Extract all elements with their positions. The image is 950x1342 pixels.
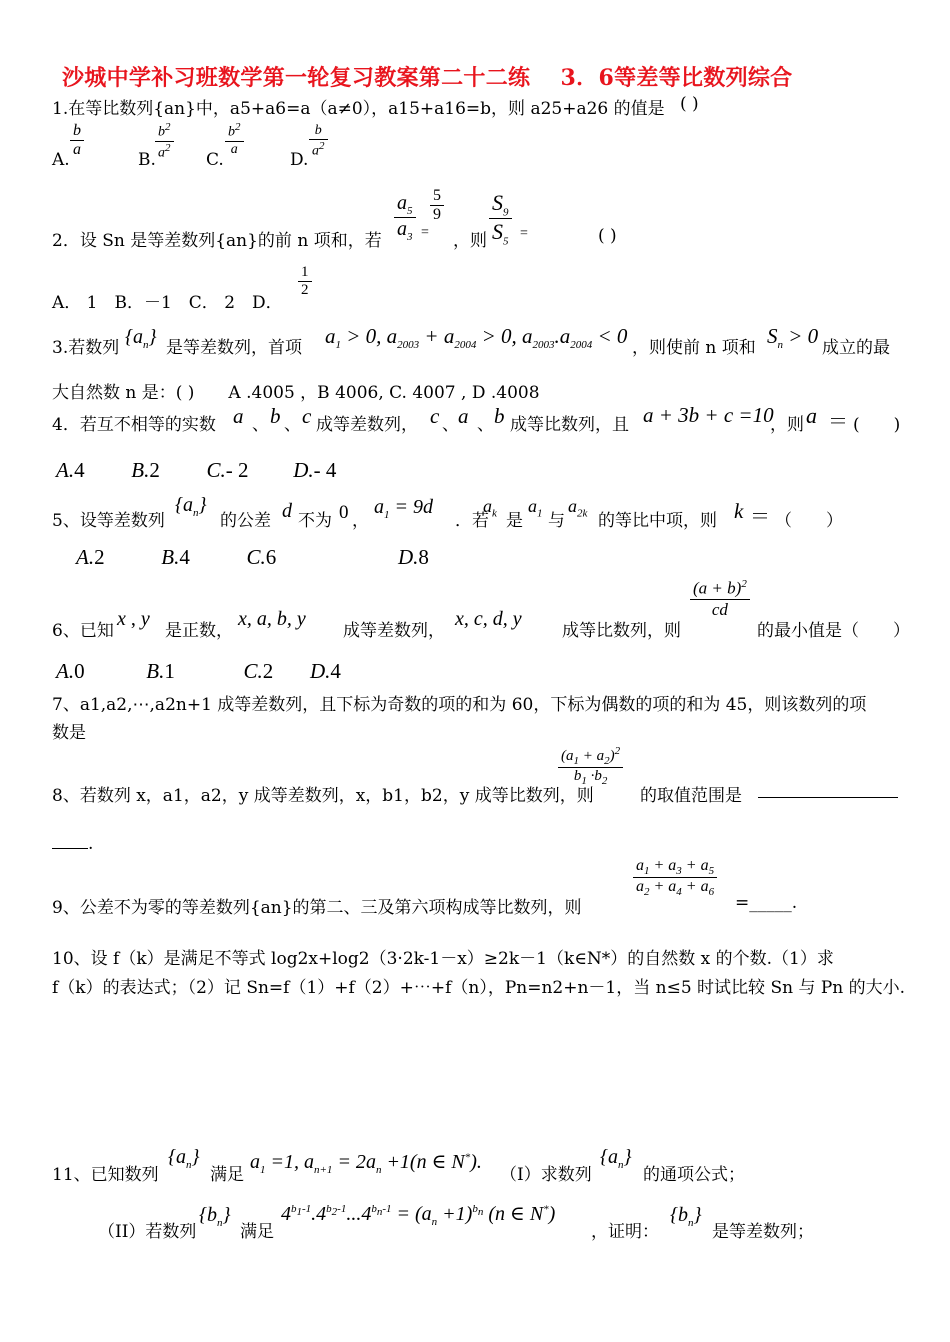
q5-zero: 0 <box>339 502 349 523</box>
q9-stem: 9、公差不为零的等差数列{an}的第二、三及第六项构成等比数列，则 <box>52 898 582 918</box>
q4-var-c-2: c <box>430 404 440 428</box>
q10-line-1: 10、设 f（k）是满足不等式 log2x+log2（3·2k-1－x）≥2k－1（k∈N*）的自然数 x 的个数.（1）求 <box>52 949 834 969</box>
q2-options: A． 1 B．－1 C． 2 D． <box>52 293 283 313</box>
q5-sequence-an: $\{a_n\}$ <box>175 494 207 519</box>
q1-paren: ( ) <box>680 94 699 114</box>
q4-stem-3: 成等比数列，且 <box>510 415 629 435</box>
q6-stem-3: 成等差数列， <box>343 621 445 641</box>
q8-stem: 8、若数列 x，a1，a2，y 成等差数列，x，b1，b2，y 成等比数列，则 <box>52 786 594 806</box>
q5-var-k: k <box>734 499 744 523</box>
q3-stem-1: 3.若数列 <box>52 338 120 358</box>
q3-condition-formula: $a_1 > 0$, $a_{2003} + a_{2004} > 0$, $a_{2003}.a_{2004} < 0$ <box>325 324 628 352</box>
q11-recurrence-formula: $a_1 =1$, $a_{n+1} = 2a_n +1(n$ ∈ N*). <box>250 1151 482 1176</box>
q10-line-2: f（k）的表达式；（2）记 Sn=f（1）+f（2）+⋯+f（n），Pn=n2+n－1，当 n≤5 时试比较 Sn 与 Pn 的大小. <box>52 978 906 998</box>
q3-stem-4: 成立的最 <box>822 338 890 358</box>
q11-stem-3: （I）求数列 <box>500 1165 592 1185</box>
q3-line-2-options: 大自然数 n 是：( ) A .4005 ，B 4006, C. 4007 , D .4008 <box>52 383 540 403</box>
q6-stem-2: 是正数， <box>165 621 233 641</box>
q2-ratio-five-ninths <box>430 187 444 224</box>
q5-options: A.2 B.4 C.6 D.8 <box>76 545 429 569</box>
q11-sequence-bn-2: $\{b_n\}$ <box>670 1204 702 1229</box>
q6-stem-1: 6、已知 <box>52 621 114 641</box>
q3-sn-formula: $S_n > 0$ <box>767 324 819 352</box>
q1-option-b-fraction: $\frac{b^2}{a^2}$ <box>155 121 174 161</box>
q4-var-a-3: a <box>806 403 817 428</box>
q1-option-c: C. <box>206 150 224 170</box>
q5-comma: ， <box>352 511 369 531</box>
q3-stem-2: 是等差数列，首项 <box>166 338 302 358</box>
q1-option-c-fraction: $\frac{b^2}{a}$ <box>225 121 244 158</box>
q6-arith-vars: x, a, b, y <box>238 608 306 630</box>
q2-equals-1: = <box>421 225 429 240</box>
q5-stem-1: 5、设等差数列 <box>52 511 165 531</box>
q5-var-d: d <box>282 500 292 522</box>
q4-var-b-2: b <box>494 404 505 428</box>
q11-sequence-an: $\{a_n\}$ <box>168 1146 200 1171</box>
q2-stem: 2．设 Sn 是等差数列{an}的前 n 项和，若 <box>52 231 382 251</box>
q4-stem-2: 成等差数列， <box>316 415 418 435</box>
q11-part2-2: 满足 <box>240 1222 274 1242</box>
q11-part2-3: ，证明： <box>591 1222 659 1242</box>
q8-period: . <box>88 834 94 854</box>
q4-var-a-2: a <box>458 404 469 428</box>
q4-sep-4: 、 <box>477 415 494 435</box>
q6-x-y: x , y <box>117 608 150 630</box>
q4-var-a: a <box>233 404 244 428</box>
q7-line-2: 数是 <box>52 723 86 743</box>
q6-expression: $\frac{(a + b)^2}{cd}$ <box>690 578 750 620</box>
q11-sequence-bn: $\{b_n\}$ <box>199 1204 231 1229</box>
q2-five: 5 <box>430 187 444 206</box>
q4-stem-1: 4．若互不相等的实数 <box>52 415 216 435</box>
q5-stem-4: ．若 <box>455 511 489 531</box>
q11-stem-4: 的通项公式； <box>643 1165 745 1185</box>
q4-sep-3: 、 <box>442 415 459 435</box>
q5-stem-3: 不为 <box>298 511 332 531</box>
q4-options: A.4 B.2 C.- 2 D.- 4 <box>56 458 337 482</box>
q6-options: A.0 B.1 C.2 D.4 <box>56 659 341 683</box>
q11-product-formula: $4^{b_1-1}.4^{b_2-1}...4^{b_n-1} = (a_n +1)^{b_n}$ (n ∈ N*) <box>281 1203 556 1228</box>
q1-option-d-fraction: $\frac{b}{a^2}$ <box>309 123 328 160</box>
page-title: 沙城中学补习班数学第一轮复习教案第二十二练 3．6等差等比数列综合 <box>62 65 793 91</box>
q2-paren: ( ) <box>598 226 617 246</box>
q8-expression: $\frac{(a_1 + a_2)^2}{b_1 \cdot b_2}$ <box>558 745 623 787</box>
q6-stem-5: 的最小值是（ ） <box>757 621 910 641</box>
q7-line-1: 7、a1,a2,⋯,a2n+1 成等差数列，且下标为奇数的项的和为 60，下标为偶数的项的和为 45，则该数列的项 <box>52 695 867 715</box>
q5-var-a2k: $a_{2k}$ <box>568 496 588 520</box>
q5-paren: （ ） <box>775 511 843 531</box>
q9-expression: $\frac{a_1 + a_3 + a_5}{a_2 + a_4 + a_6}$ <box>633 857 717 898</box>
q1-stem: 1.在等比数列{an}中，a5+a6=a（a≠0），a15+a16=b，则 a25+a26 的值是 <box>52 99 665 119</box>
q11-stem-1: 11、已知数列 <box>52 1165 159 1185</box>
q4-var-c: c <box>302 404 312 428</box>
q5-stem-5: 是 <box>506 511 523 531</box>
q8-stem-2: 的取值范围是 <box>640 786 742 806</box>
q3-sequence-an: $\{a_n\}$ <box>125 326 157 351</box>
q1-option-a-fraction: $\frac{b}{a}$ <box>70 122 84 159</box>
q4-sep-2: 、 <box>284 415 301 435</box>
q5-var-ak: $a_k$ <box>483 496 497 520</box>
q2-nine: 9 <box>433 206 441 223</box>
q5-stem-2: 的公差 <box>220 511 271 531</box>
q5-stem-6: 与 <box>548 511 565 531</box>
q5-stem-7: 的等比中项，则 <box>598 511 717 531</box>
q1-option-b: B. <box>138 150 156 170</box>
q1-option-a: A. <box>52 150 70 170</box>
q4-equation: a + 3b + c =10 <box>643 403 774 427</box>
q2-option-d-half: $\frac{1}{2}$ <box>298 264 312 299</box>
q8-answer-blank <box>758 797 898 798</box>
q9-answer-blank: =_____. <box>735 893 798 913</box>
q2-ratio-s9-s5: $\frac{S_9}{S_5}$ <box>489 190 512 248</box>
q4-paren: ( ) <box>853 415 901 435</box>
q6-stem-4: 成等比数列，则 <box>562 621 681 641</box>
q3-stem-3: ，则使前 n 项和 <box>632 338 756 358</box>
q5-equals: ＝ <box>750 506 770 528</box>
q2-ratio-a5-a3: $\frac{a_5}{a_3}$ <box>394 192 416 243</box>
q2-then: ，则 <box>453 231 487 251</box>
q11-part2-1: （II）若数列 <box>98 1222 197 1242</box>
q11-stem-2: 满足 <box>210 1165 244 1185</box>
q4-equals: ＝ <box>828 411 848 433</box>
q6-geo-vars: x, c, d, y <box>455 608 522 630</box>
q8-answer-blank-2 <box>52 848 88 849</box>
q2-equals-2: = <box>520 226 528 241</box>
q4-var-b: b <box>270 404 281 428</box>
q4-stem-4: ，则 <box>770 415 804 435</box>
q5-a1-equals-9d: $a_1 = 9d$ <box>374 496 433 521</box>
q4-sep-1: 、 <box>252 415 269 435</box>
q11-part2-4: 是等差数列； <box>712 1222 814 1242</box>
q5-var-a1: $a_1$ <box>528 496 543 520</box>
q1-option-d: D. <box>290 150 309 170</box>
q11-sequence-an-2: $\{a_n\}$ <box>600 1146 632 1171</box>
